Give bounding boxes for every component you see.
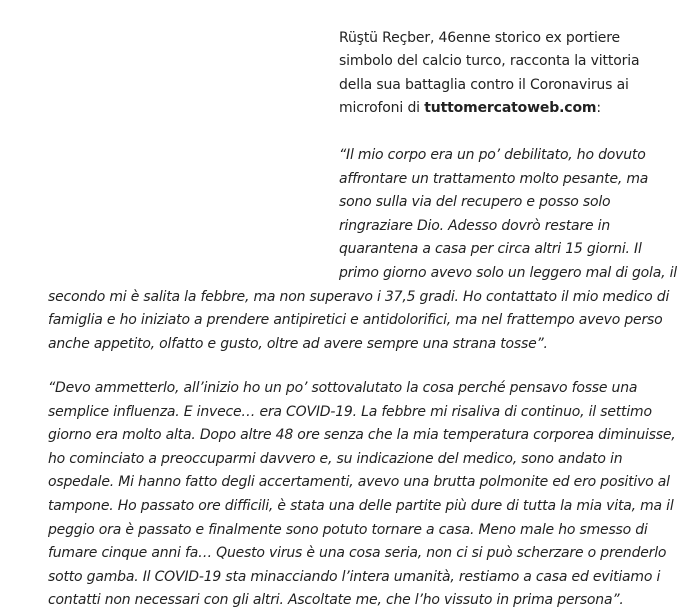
floated-image-space — [48, 144, 339, 284]
quote-paragraph-second: “Devo ammetterlo, all’inizio ho un po’ sottovalutato la cosa perché pensavo fosse una semplice influenza. E invece… era COVID-19. La febbre mi risaliva di continuo, il settimo giorno era molto alta. Dopo altre 48 ore senza che la mia temperatura corporea diminuisse, ho cominciato a preoccuparmi davvero e, su indicazione del medico, sono andato in ospedale. Mi hanno fatto degli accertamenti, avevo una brutta polmonite ed ero positivo al tampone. Ho passato ore difficili, è stata una delle partite più dure di tutta la mia vita, ma il peggio ora è passato e finalmente sono potuto tornare a casa. Meno male ho smesso di fumare cinque anni fa… Questo virus è una cosa seria, non ci si può scherzare o prenderlo sotto gamba. Il COVID-19 sta minacciando l’intera umanità, restiamo a casa ed evitiamo i contatti non necessari con gli altri. Ascoltate me, che l’ho vissuto in prima persona”. — [48, 380, 676, 609]
intro-suffix: : — [596, 99, 601, 116]
intro-text: Rüştü Reçber, 46enne storico ex portiere simbolo del calcio turco, racconta la vittoria della sua battaglia contro il Coronavirus ai microfoni di — [339, 30, 640, 116]
source-link[interactable]: tuttomercatoweb.com — [424, 99, 597, 116]
quote-block-first — [48, 144, 678, 356]
intro-paragraph — [339, 27, 675, 120]
quote-paragraph-first: “Il mio corpo era un po’ debilitato, ho dovuto affrontare un trattamento molto pesante, ma sono sulla via del recupero e posso solo ringraziare Dio. Adesso dovrò restare in quarantena a casa per circa altri 15 giorni. Il primo giorno avevo solo un leggero mal di gola, il secondo mi è salita la febbre, ma non superavo i 37,5 gradi. Ho contattato il mio medico di famiglia e ho iniziato a prendere antipiretici e antidolorifici, ma nel frattempo avevo perso anche appetito, olfatto e gusto, oltre ad avere sempre una strana tosse”. — [48, 147, 677, 352]
